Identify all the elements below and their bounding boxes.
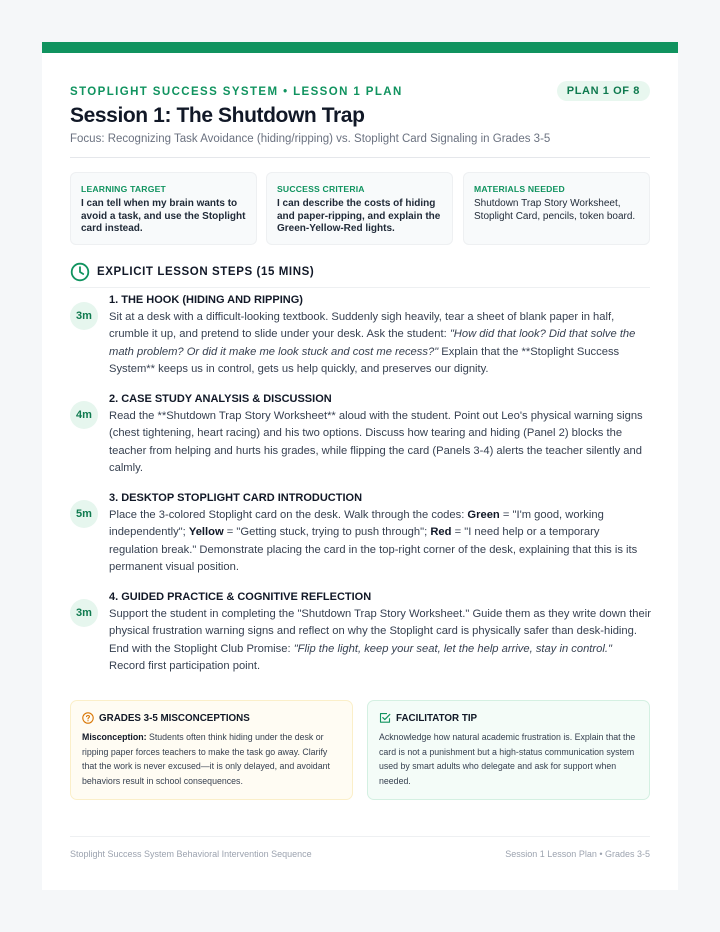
step-title: 4. GUIDED PRACTICE & COGNITIVE REFLECTION	[109, 591, 372, 603]
step-text: Read the **Shutdown Trap Story Worksheet** aloud with the student. Point out Leo's physical warning signs (chest tightening, heart racing) and his two options. Discuss how tearing and hiding (Panel 2) blocks the teacher from helping and hurts his grades, while flipping the card (Panels 3-4) alerts the teacher silently and calmly.	[109, 410, 643, 475]
clock-icon	[70, 262, 90, 282]
materials-needed-card	[463, 172, 650, 245]
check-square-icon	[379, 712, 391, 724]
divider	[70, 157, 650, 158]
misconceptions-callout	[70, 700, 353, 800]
page-title: Session 1: The Shutdown Trap	[70, 104, 365, 127]
step-text: Support the student in completing the "Shutdown Trap Story Worksheet." Guide them as they write down their physical frustration warning signs and reflect on why the Stoplight card is physically safer than desk-hiding. End with the Stoplight Club Promise: "Flip the light, keep your seat, let the help arrive, stay in control." Record first participation point.	[109, 608, 651, 673]
question-circle-icon	[82, 712, 94, 724]
step-duration-badge: 5m	[70, 500, 98, 528]
footer-left: Stoplight Success System Behavioral Intervention Sequence	[70, 849, 312, 859]
divider	[70, 287, 650, 288]
step-text: Sit at a desk with a difficult-looking textbook. Suddenly sigh heavily, tear a sheet of blank paper in half, crumble it up, and pretend to slide under your desk. Ask the student: "How did that look? Did that solve the math problem? Or did it make me look stuck and cost me recess?" Explain that the **Stoplight Success System** keeps us in control, gets us help quickly, and preserves our dignity.	[109, 311, 636, 376]
success-criteria-card	[266, 172, 453, 245]
footer-right: Session 1 Lesson Plan • Grades 3-5	[505, 849, 650, 859]
card-text: Shutdown Trap Story Worksheet, Stoplight Card, pencils, token board.	[474, 198, 636, 222]
card-text: I can describe the costs of hiding and paper-ripping, and explain the Green-Yellow-Red lights.	[277, 198, 441, 234]
step-text: Place the 3-colored Stoplight card on the desk. Walk through the codes: Green = "I'm good, working independently"; Yellow = "Getting stuck, trying to push through"; Red = "I need help or a temporary regulation break." Demonstrate placing the card in the top-right corner of the desk, explaining that this is its permanent visual position.	[109, 509, 638, 574]
summary-cards	[70, 172, 650, 245]
step-duration-badge: 3m	[70, 302, 98, 330]
lesson-plan-page	[42, 42, 678, 890]
header-kicker: STOPLIGHT SUCCESS SYSTEM • LESSON 1 PLAN	[70, 86, 403, 98]
callout-text: Acknowledge how natural academic frustration is. Explain that the card is not a punishment but a high-status communication system used by smart adults who delegate and ask for support when needed.	[379, 732, 636, 786]
card-label: LEARNING TARGET	[81, 184, 166, 194]
step-duration-badge: 4m	[70, 401, 98, 429]
callout-title: GRADES 3-5 MISCONCEPTIONS	[99, 712, 250, 724]
top-accent-bar	[42, 42, 678, 53]
learning-target-card	[70, 172, 257, 245]
step-duration-badge: 3m	[70, 599, 98, 627]
step-title: 1. THE HOOK (HIDING AND RIPPING)	[109, 294, 303, 306]
facilitator-tip-callout	[367, 700, 650, 800]
card-label: MATERIALS NEEDED	[474, 184, 565, 194]
card-text: I can tell when my brain wants to avoid a task, and use the Stoplight card instead.	[81, 198, 246, 234]
card-label: SUCCESS CRITERIA	[277, 184, 365, 194]
page-subtitle: Focus: Recognizing Task Avoidance (hiding/ripping) vs. Stoplight Card Signaling in Grades 3-5	[70, 133, 551, 145]
steps-heading-label: EXPLICIT LESSON STEPS (15 MINS)	[97, 266, 315, 278]
step-title: 3. DESKTOP STOPLIGHT CARD INTRODUCTION	[109, 492, 363, 504]
callout-text: Misconception: Students often think hiding under the desk or ripping paper forces teachers to make the task go away. Clarify that the work is never excused—it is only delayed, and avoidant behaviors result in school consequences.	[82, 732, 330, 786]
callout-title: FACILITATOR TIP	[396, 712, 478, 724]
steps-heading	[70, 262, 314, 282]
step-title: 2. CASE STUDY ANALYSIS & DISCUSSION	[109, 393, 332, 405]
plan-badge: PLAN 1 OF 8	[557, 81, 650, 101]
divider	[70, 836, 650, 837]
